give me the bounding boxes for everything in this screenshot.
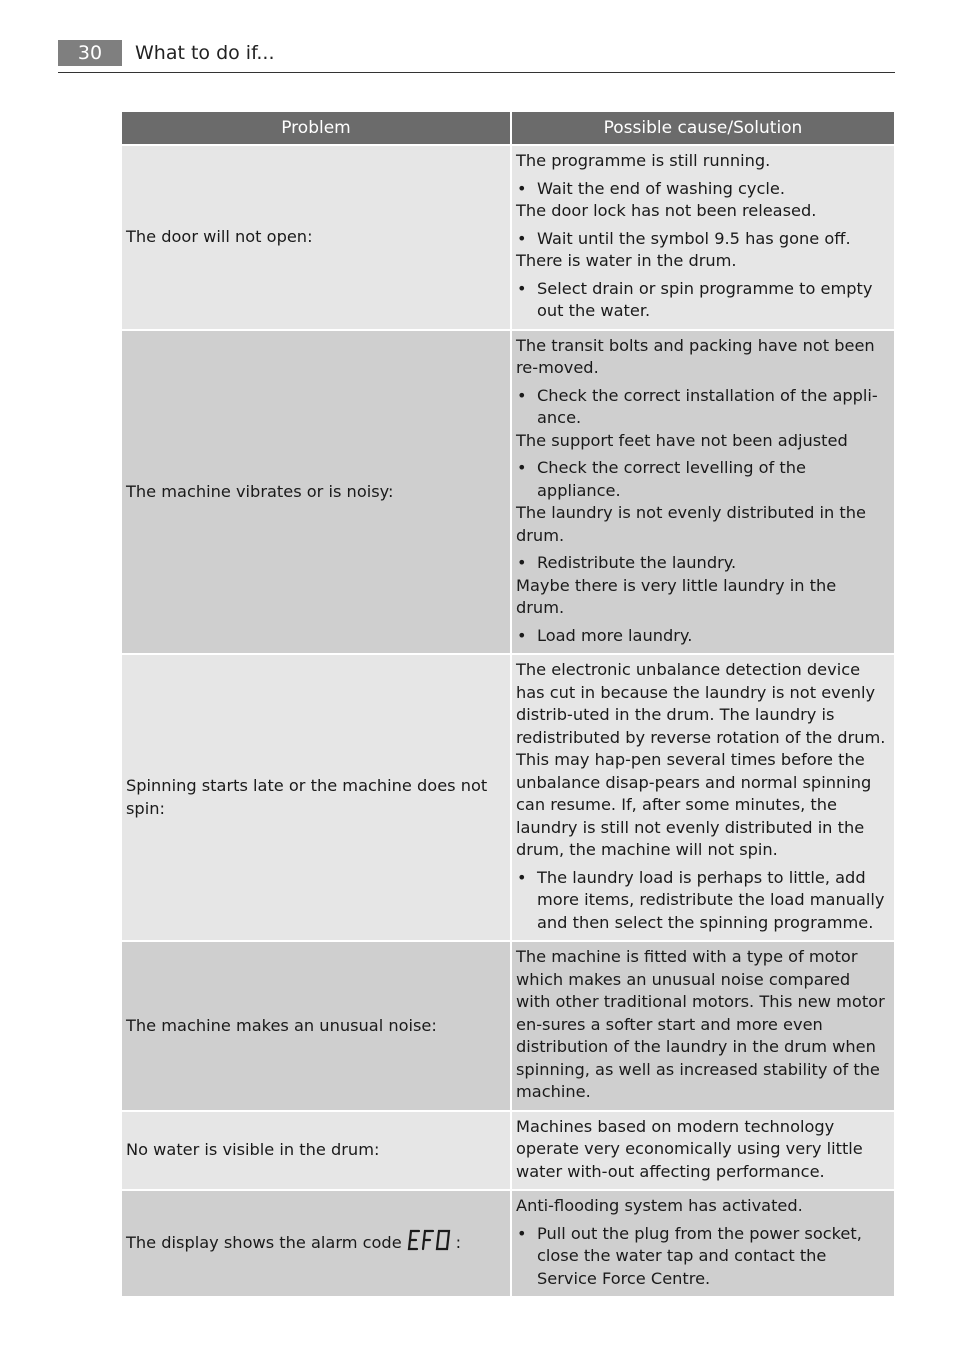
solution-bullet: • Redistribute the laundry. — [516, 552, 886, 575]
alarm-code-text — [461, 1228, 462, 1229]
cause-text: There is water in the drum. — [516, 251, 737, 270]
cause-text: Machines based on modern technology operate very economically using very little water with-out affecting performance. — [516, 1116, 863, 1181]
problem-cell — [122, 655, 510, 940]
problem-cell — [122, 1112, 510, 1190]
solution-bullet: • The laundry load is perhaps to little, add more items, redistribute the load manually and then select the spinning programme. — [516, 867, 886, 935]
problem-text: The machine makes an unusual noise: — [126, 1015, 437, 1035]
solution-cell — [512, 1191, 894, 1296]
solution-bullet: • Check the correct installation of the appli-ance. — [516, 385, 886, 430]
troubleshooting-table — [120, 110, 896, 1298]
cause-text: The electronic unbalance detection device has cut in because the laundry is not evenly distrib-uted in the drum. The laundry is redistributed by reverse rotation of the drum. This may hap-pen several times before the unbalance disap-pears and normal spinning can resume. If, after some minutes, the laundry is still not evenly distributed in the drum, the machine will not spin. — [516, 660, 886, 859]
problem-cell — [122, 331, 510, 654]
solution-bullet: • Pull out the plug from the power socket, close the water tap and contact the Service Force Centre. — [516, 1223, 886, 1291]
cause-text: Anti-flooding system has activated. — [516, 1196, 803, 1215]
alarm-code-display-icon — [406, 1228, 452, 1259]
solution-bullet: • Load more laundry. — [516, 625, 886, 648]
cause-text: The machine is fitted with a type of motor which makes an unusual noise compared with other traditional motors. This new motor en-sures a softer start and more even distribution of the laundry in the drum when spinning, as well as increased stability of the machine. — [516, 947, 885, 1101]
problem-text: No water is visible in the drum: — [126, 1140, 380, 1159]
cause-text: Maybe there is very little laundry in the drum. — [516, 575, 837, 617]
table-row — [122, 146, 894, 329]
solution-bullet: • Check the correct levelling of the appliance. — [516, 457, 886, 502]
solution-bullet: • Wait until the symbol 9.5 has gone off. — [516, 228, 886, 251]
solution-bullet: • Wait the end of washing cycle. — [516, 178, 886, 201]
problem-cell — [122, 942, 510, 1110]
cause-text: The door lock has not been released. — [516, 201, 817, 220]
table-row — [122, 331, 894, 654]
page-number: 30 — [58, 40, 122, 66]
table-body — [122, 146, 894, 1296]
table-row — [122, 942, 894, 1110]
section-title: What to do if... — [135, 42, 275, 64]
cause-text: The laundry is not evenly distributed in the drum. — [516, 503, 866, 545]
problem-text: Spinning starts late or the machine does not spin: — [126, 776, 488, 818]
cause-text: The support feet have not been adjusted — [516, 430, 848, 450]
solution-cell — [512, 655, 894, 940]
problem-suffix: : — [455, 1233, 462, 1253]
table-row — [122, 655, 894, 940]
solution-cell — [512, 1112, 894, 1190]
cause-text: The transit bolts and packing have not been re-moved. — [516, 335, 875, 377]
problem-text: The machine vibrates or is noisy: — [126, 481, 394, 501]
page-header — [58, 40, 895, 73]
solution-bullet: • Select drain or spin programme to empty out the water. — [516, 278, 886, 323]
table-header-row — [122, 112, 894, 144]
cause-text: The programme is still running. — [516, 151, 771, 170]
table-row — [122, 1112, 894, 1190]
solution-cell — [512, 331, 894, 654]
column-header-solution: Possible cause/Solution — [512, 112, 894, 144]
solution-cell — [512, 146, 894, 329]
table-row — [122, 1191, 894, 1296]
problem-text: The door will not open: — [126, 227, 313, 246]
problem-text: The display shows the alarm code — [126, 1233, 402, 1253]
solution-cell — [512, 942, 894, 1110]
column-header-problem: Problem — [122, 112, 510, 144]
problem-cell — [122, 146, 510, 329]
problem-cell — [122, 1191, 510, 1296]
